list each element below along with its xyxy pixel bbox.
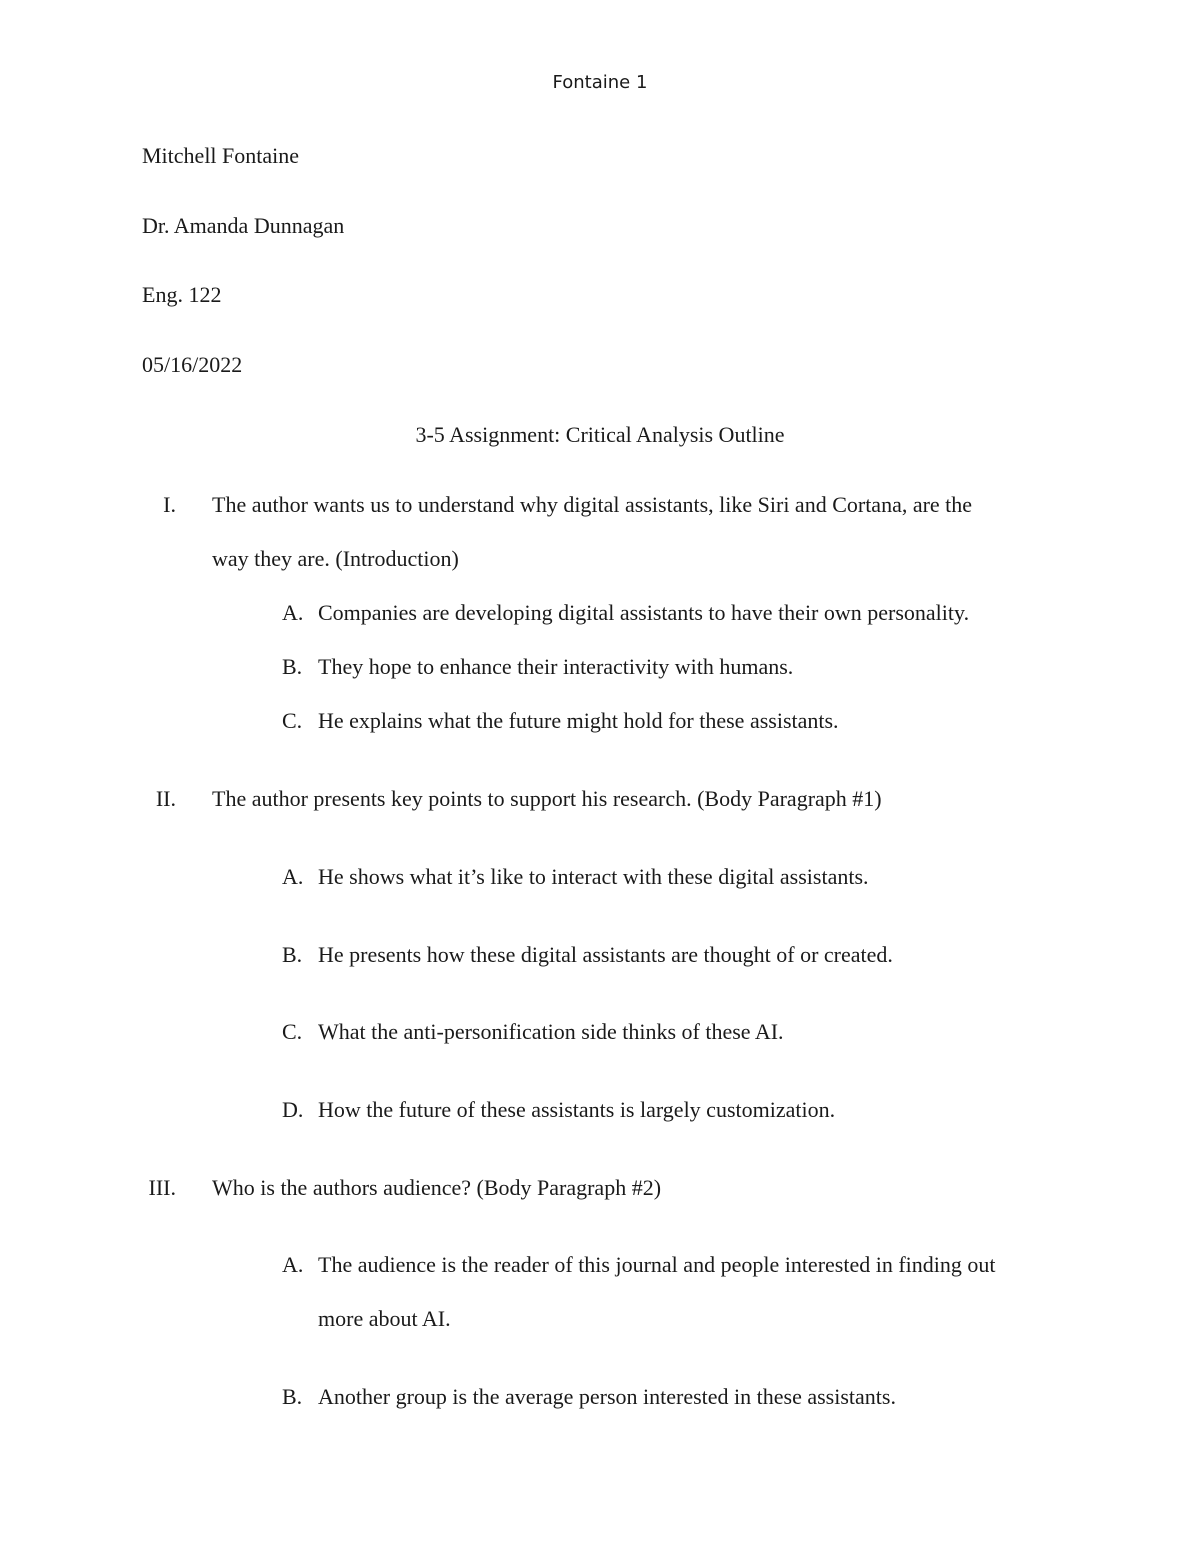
item-text: What the anti-personification side thinks of these AI.	[318, 1019, 784, 1044]
section-text-line: way they are. (Introduction)	[212, 546, 459, 571]
section-text-line: The author presents key points to support his research. (Body Paragraph #1)	[212, 786, 882, 811]
student-name: Mitchell Fontaine	[142, 143, 300, 168]
section-numeral: I.	[163, 492, 176, 517]
section-text-line: Who is the authors audience? (Body Paragraph #2)	[212, 1175, 662, 1200]
item-letter: D.	[282, 1097, 304, 1122]
item-text: He shows what it’s like to interact with these digital assistants.	[318, 864, 869, 889]
item-letter: A.	[282, 600, 304, 625]
item-text: He explains what the future might hold for these assistants.	[318, 708, 839, 733]
item-text: more about AI.	[318, 1306, 451, 1331]
item-letter: A.	[282, 1252, 304, 1277]
item-letter: C.	[282, 1019, 303, 1044]
item-letter: C.	[282, 708, 303, 733]
date: 05/16/2022	[142, 352, 243, 377]
item-text: Another group is the average person interested in these assistants.	[318, 1384, 896, 1409]
item-letter: B.	[282, 1384, 303, 1409]
instructor-name: Dr. Amanda Dunnagan	[142, 213, 345, 238]
item-text: Companies are developing digital assistants to have their own personality.	[318, 600, 970, 625]
section-numeral: III.	[148, 1175, 176, 1200]
item-text: The audience is the reader of this journal and people interested in finding out	[318, 1252, 996, 1277]
running-head: Fontaine 1	[552, 72, 648, 93]
item-letter: A.	[282, 864, 304, 889]
item-letter: B.	[282, 942, 303, 967]
section-text-line: The author wants us to understand why digital assistants, like Siri and Cortana, are the	[212, 492, 973, 517]
item-letter: B.	[282, 654, 303, 679]
item-text: They hope to enhance their interactivity with humans.	[318, 654, 794, 679]
section-numeral: II.	[155, 786, 176, 811]
course-name: Eng. 122	[142, 282, 222, 307]
page-title: 3-5 Assignment: Critical Analysis Outline	[415, 422, 785, 447]
item-text: He presents how these digital assistants are thought of or created.	[318, 942, 893, 967]
item-text: How the future of these assistants is largely customization.	[318, 1097, 836, 1122]
